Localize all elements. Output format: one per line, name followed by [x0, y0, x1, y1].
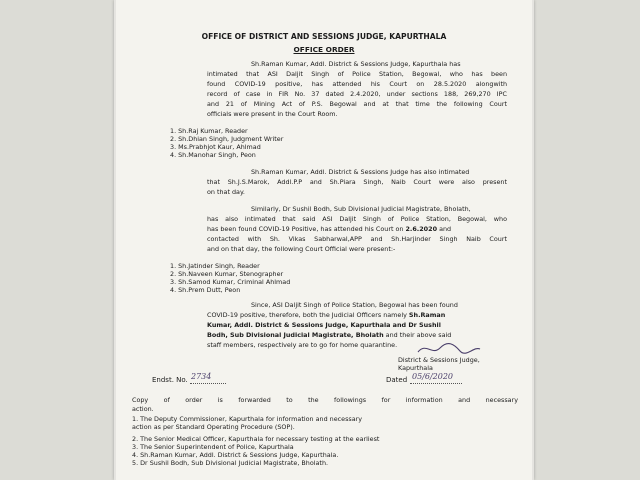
- scan-edge-right: [532, 0, 534, 480]
- list-item: 3. The Senior Superintendent of Police, Kapurthala: [132, 443, 294, 451]
- number-underline: [190, 383, 226, 384]
- list-item: 4. Sh.Raman Kumar, Addl. District & Sessions Judge, Kapurthala.: [132, 451, 339, 459]
- para2-line: that Sh.J.S.Marok, Addl.P.P and Sh.Piara Singh, Naib Court were also present: [207, 178, 507, 186]
- list-item: 4. Sh.Manohar Singh, Peon: [170, 151, 256, 159]
- para4-line: Kumar, Addl. District & Sessions Judge, Kapurthala and Dr Sushil: [207, 321, 441, 329]
- office-title: OFFICE OF DISTRICT AND SESSIONS JUDGE, KAPURTHALA: [201, 32, 447, 41]
- list-item: 3. Ms.Prabhjot Kaur, Ahlmad: [170, 143, 261, 151]
- date-underline: [410, 383, 462, 384]
- list-item: 3. Sh.Samod Kumar, Criminal Ahlmad: [170, 278, 291, 286]
- list-item: 2. The Senior Medical Officer, Kapurthala for necessary testing at the earliest: [132, 435, 380, 443]
- para3-line: and on that day, the following Court Official were present:-: [207, 245, 396, 253]
- para2-line: on that day.: [207, 188, 245, 196]
- list-item: action as per Standard Operating Procedure (SOP).: [132, 423, 295, 431]
- list-item: 5. Dr Sushil Bodh, Sub Divisional Judicial Magistrate, Bholath.: [132, 459, 329, 467]
- order-heading: OFFICE ORDER: [293, 45, 355, 54]
- para2-line: Sh.Raman Kumar, Addl. District & Sessions Judge has also intimated: [251, 168, 470, 176]
- para4-line: Since, ASI Daljit Singh of Police Station, Begowal has been found: [251, 301, 458, 309]
- judge-signature: [414, 342, 484, 356]
- scan-edge-left: [114, 0, 116, 480]
- para1-line: and 21 of Mining Act of P.S. Begowal and at that time the following Court: [207, 100, 507, 108]
- list-item: 1. Sh.Jatinder Singh, Reader: [170, 262, 260, 270]
- para4-line: staff members, respectively are to go for home quarantine.: [207, 341, 398, 349]
- list-item: 2. Sh.Dhian Singh, Judgment Writer: [170, 135, 284, 143]
- copy-line: Copy of order is forwarded to the followings for information and necessary: [132, 396, 518, 404]
- list-item: 1. The Deputy Commissioner, Kapurthala for information and necessary: [132, 415, 363, 423]
- dated-value: 05/6/2020: [412, 372, 454, 381]
- list-item: 2. Sh.Naveen Kumar, Stenographer: [170, 270, 284, 278]
- para3-line: contacted with Sh. Vikas Sabharwal,APP and Sh.Harjinder Singh Naib Court: [207, 235, 507, 243]
- endorsement-number: 2734: [191, 372, 212, 381]
- para3-line: has also intimated that said ASI Daljit Singh of Police Station, Begowal, who: [207, 215, 507, 223]
- para3-line: has been found COVID-19 Positive, has attended his Court on 2.6.2020 and: [207, 225, 452, 233]
- court-date-bold: 2.6.2020: [405, 225, 438, 233]
- para3-line: Similarly, Dr Sushil Bodh, Sub Divisional Judicial Magistrate, Bholath,: [251, 205, 471, 213]
- copy-line: action.: [132, 405, 154, 413]
- endorsement-label: Endst. No.: [152, 376, 188, 384]
- dated-label: Dated: [386, 376, 408, 384]
- signature-designation: District & Sessions Judge,: [398, 356, 480, 364]
- signature-place: Kapurthala: [398, 364, 433, 372]
- para1-line: found COVID-19 positive, has attended his Court on 28.5.2020 alongwith: [207, 80, 507, 88]
- para1-line: intimated that ASI Daljit Singh of Police Station, Begowal, who has been: [207, 70, 507, 78]
- para4-line: COVID-19 positive, therefore, both the Judicial Officers namely Sh.Raman: [207, 311, 446, 319]
- para1-line: officials were present in the Court Room.: [207, 110, 338, 118]
- para4-line: Bodh, Sub Divisional Judicial Magistrate, Bholath and their above said: [207, 331, 452, 339]
- list-item: 1. Sh.Raj Kumar, Reader: [170, 127, 248, 135]
- document-page: [114, 0, 534, 480]
- para1-line: Sh.Raman Kumar, Addl. District & Sessions Judge, Kapurthala has: [251, 60, 461, 68]
- list-item: 4. Sh.Prem Dutt, Peon: [170, 286, 241, 294]
- para1-line: record of case in FIR No. 37 dated 2.4.2020, under sections 188, 269,270 IPC: [207, 90, 507, 98]
